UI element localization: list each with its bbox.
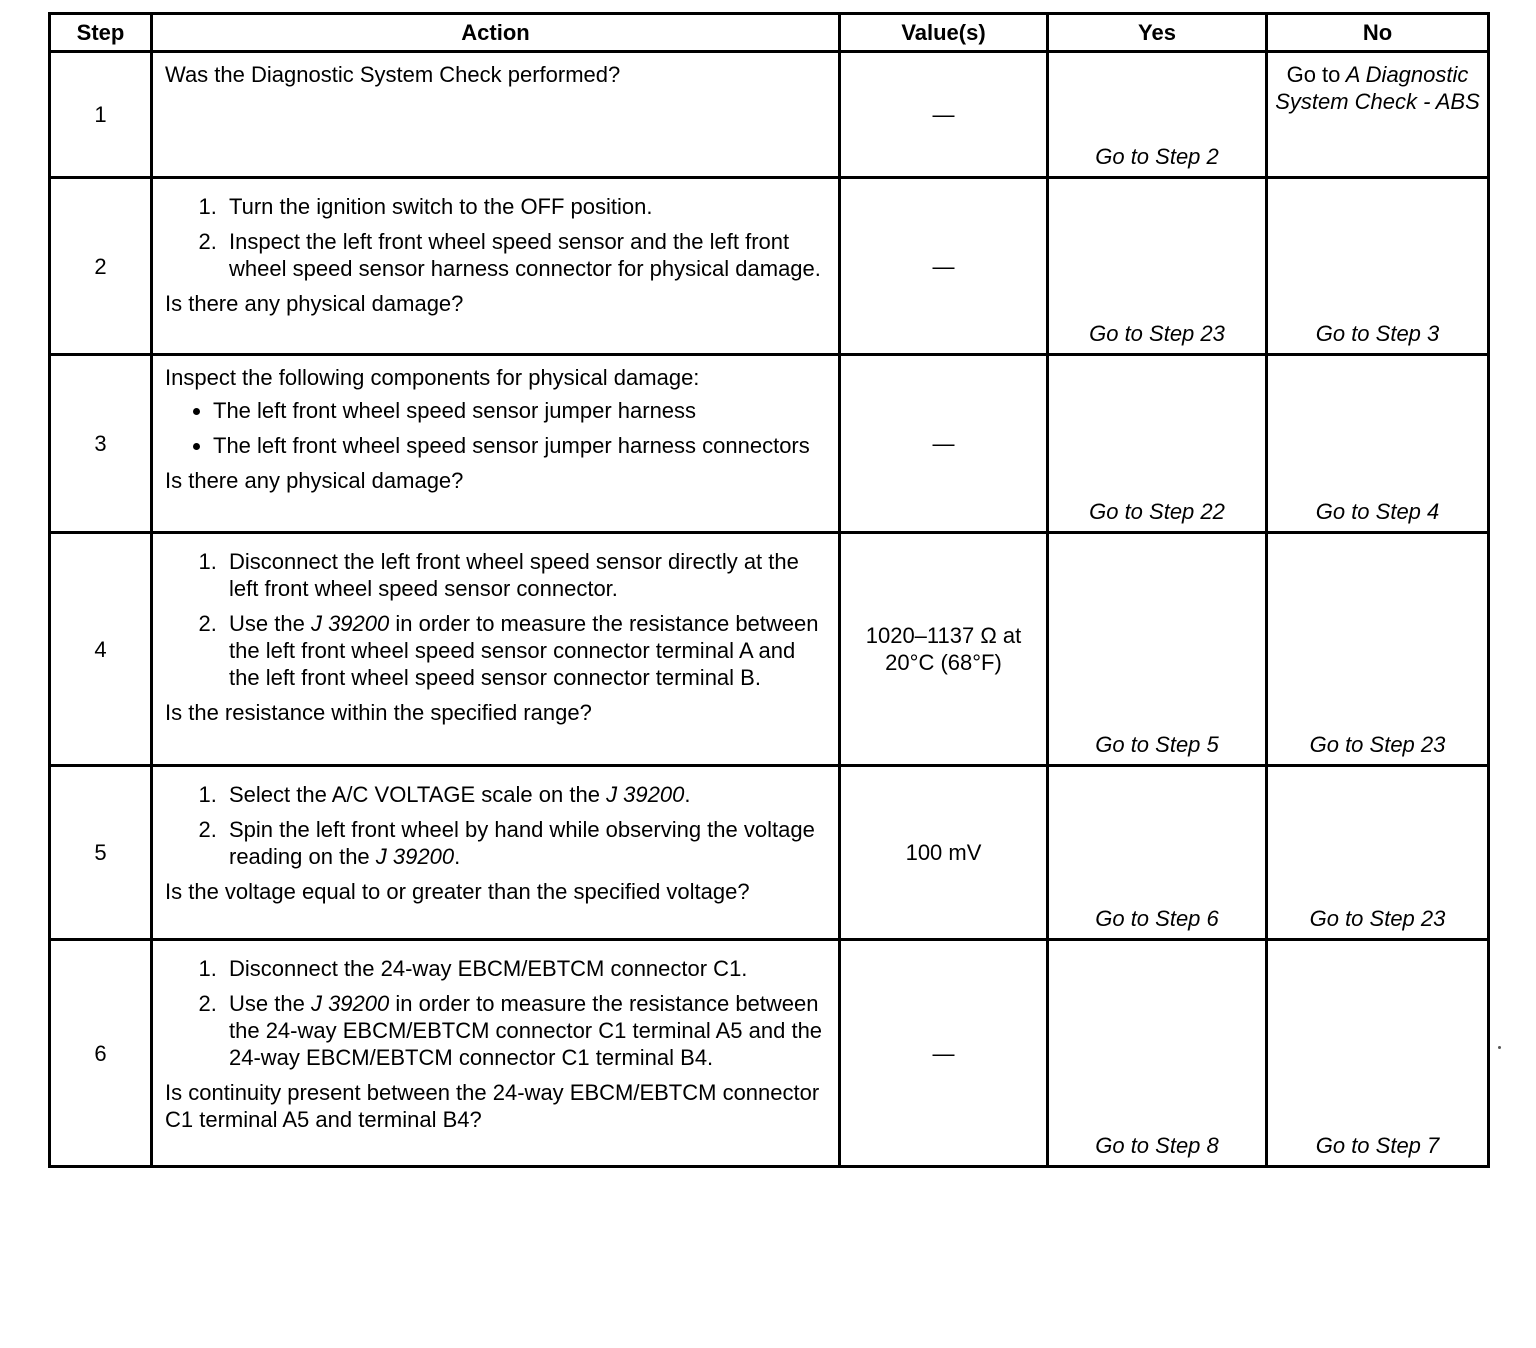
header-action: Action bbox=[152, 14, 840, 52]
action-question: Is the voltage equal to or greater than the specified voltage? bbox=[165, 879, 750, 904]
tool-reference: J 39200 bbox=[310, 611, 390, 636]
action-bullet-item: • The left front wheel speed sensor jumper harness connectors bbox=[213, 432, 826, 459]
action-cell bbox=[152, 766, 840, 940]
no-result: Go to Step 7 bbox=[1267, 940, 1489, 1167]
header-step: Step bbox=[50, 14, 152, 52]
step-number: 4 bbox=[50, 533, 152, 766]
action-question: Is continuity present between the 24-way EBCM/EBTCM connector C1 terminal A5 and terminal B4? bbox=[165, 1080, 820, 1132]
no-result-prefix: Go to bbox=[1286, 62, 1341, 87]
no-result bbox=[1267, 52, 1489, 178]
action-cell bbox=[152, 940, 840, 1167]
action-steps bbox=[165, 781, 826, 870]
header-yes: Yes bbox=[1048, 14, 1267, 52]
text-segment: Spin the left front wheel by hand while observing the voltage reading on the bbox=[229, 817, 815, 869]
value-cell bbox=[840, 533, 1048, 766]
step-number: 3 bbox=[50, 355, 152, 533]
no-result: Go to Step 23 bbox=[1267, 766, 1489, 940]
diagnostic-table bbox=[48, 12, 1490, 1168]
table-row bbox=[50, 940, 1489, 1167]
tool-reference: J 39200 bbox=[375, 844, 455, 869]
action-step-item: 1. Disconnect the 24-way EBCM/EBTCM connector C1. bbox=[223, 955, 826, 982]
action-step-item: 2. Inspect the left front wheel speed sensor and the left front wheel speed sensor harness connector for physical damage. bbox=[223, 228, 826, 282]
text-segment: Select the A/C VOLTAGE scale on the bbox=[229, 782, 600, 807]
yes-result: Go to Step 23 bbox=[1048, 178, 1267, 355]
value-cell: — bbox=[840, 52, 1048, 178]
yes-result: Go to Step 6 bbox=[1048, 766, 1267, 940]
value-line: 1020–1137 Ω at bbox=[865, 623, 1022, 648]
no-result: Go to Step 3 bbox=[1267, 178, 1489, 355]
text-segment: . bbox=[454, 844, 461, 869]
yes-result: Go to Step 8 bbox=[1048, 940, 1267, 1167]
text-segment: Use the bbox=[229, 611, 305, 636]
value-cell: — bbox=[840, 940, 1048, 1167]
action-cell bbox=[152, 52, 840, 178]
action-step-item bbox=[223, 816, 826, 870]
action-step-item: 1. Turn the ignition switch to the OFF position. bbox=[223, 193, 826, 220]
tool-reference: J 39200 bbox=[606, 782, 685, 807]
action-question: Is there any physical damage? bbox=[165, 291, 464, 316]
tool-reference: J 39200 bbox=[310, 991, 390, 1016]
action-bullet-item: • The left front wheel speed sensor jumper harness bbox=[213, 397, 826, 424]
step-number: 2 bbox=[50, 178, 152, 355]
value-cell: 100 mV bbox=[840, 766, 1048, 940]
action-cell bbox=[152, 178, 840, 355]
step-number: 6 bbox=[50, 940, 152, 1167]
action-intro: Inspect the following components for physical damage: bbox=[165, 365, 700, 390]
header-values: Value(s) bbox=[840, 14, 1048, 52]
action-steps bbox=[165, 955, 826, 1071]
action-steps bbox=[165, 548, 826, 691]
yes-result: Go to Step 22 bbox=[1048, 355, 1267, 533]
no-result: Go to Step 4 bbox=[1267, 355, 1489, 533]
value-cell: — bbox=[840, 355, 1048, 533]
value-cell: — bbox=[840, 178, 1048, 355]
step-number: 5 bbox=[50, 766, 152, 940]
action-step-item bbox=[223, 781, 826, 808]
header-no: No bbox=[1267, 14, 1489, 52]
scan-speck bbox=[1498, 1046, 1501, 1049]
yes-result: Go to Step 2 bbox=[1048, 52, 1267, 178]
action-question: Is there any physical damage? bbox=[165, 468, 464, 493]
action-step-item bbox=[223, 610, 826, 691]
text-segment: Use the bbox=[229, 991, 305, 1016]
action-question: Is the resistance within the specified range? bbox=[165, 700, 592, 725]
table-row bbox=[50, 766, 1489, 940]
table-row bbox=[50, 178, 1489, 355]
action-steps bbox=[165, 193, 826, 282]
text-segment: in order to measure the resistance between the left front wheel speed sensor connector terminal A and the left front wheel speed sensor connector terminal B. bbox=[229, 611, 819, 690]
yes-result: Go to Step 5 bbox=[1048, 533, 1267, 766]
text-segment: . bbox=[684, 782, 691, 807]
table-row bbox=[50, 52, 1489, 178]
action-cell bbox=[152, 533, 840, 766]
action-step-item bbox=[223, 990, 826, 1071]
no-result-link: A Diagnostic System Check - ABS bbox=[1275, 62, 1480, 114]
table-header-row bbox=[50, 14, 1489, 52]
no-result: Go to Step 23 bbox=[1267, 533, 1489, 766]
action-cell bbox=[152, 355, 840, 533]
text-segment: in order to measure the resistance between the 24-way EBCM/EBTCM connector C1 terminal A5 and the 24-way EBCM/EBTCM connector C1 terminal B4. bbox=[229, 991, 823, 1070]
value-line: 20°C (68°F) bbox=[885, 650, 1002, 675]
table-row bbox=[50, 355, 1489, 533]
action-bullets bbox=[165, 397, 826, 459]
step-number: 1 bbox=[50, 52, 152, 178]
action-step-item: 1. Disconnect the left front wheel speed sensor directly at the left front wheel speed sensor connector. bbox=[223, 548, 826, 602]
action-question: Was the Diagnostic System Check performed? bbox=[165, 62, 621, 87]
table-row bbox=[50, 533, 1489, 766]
